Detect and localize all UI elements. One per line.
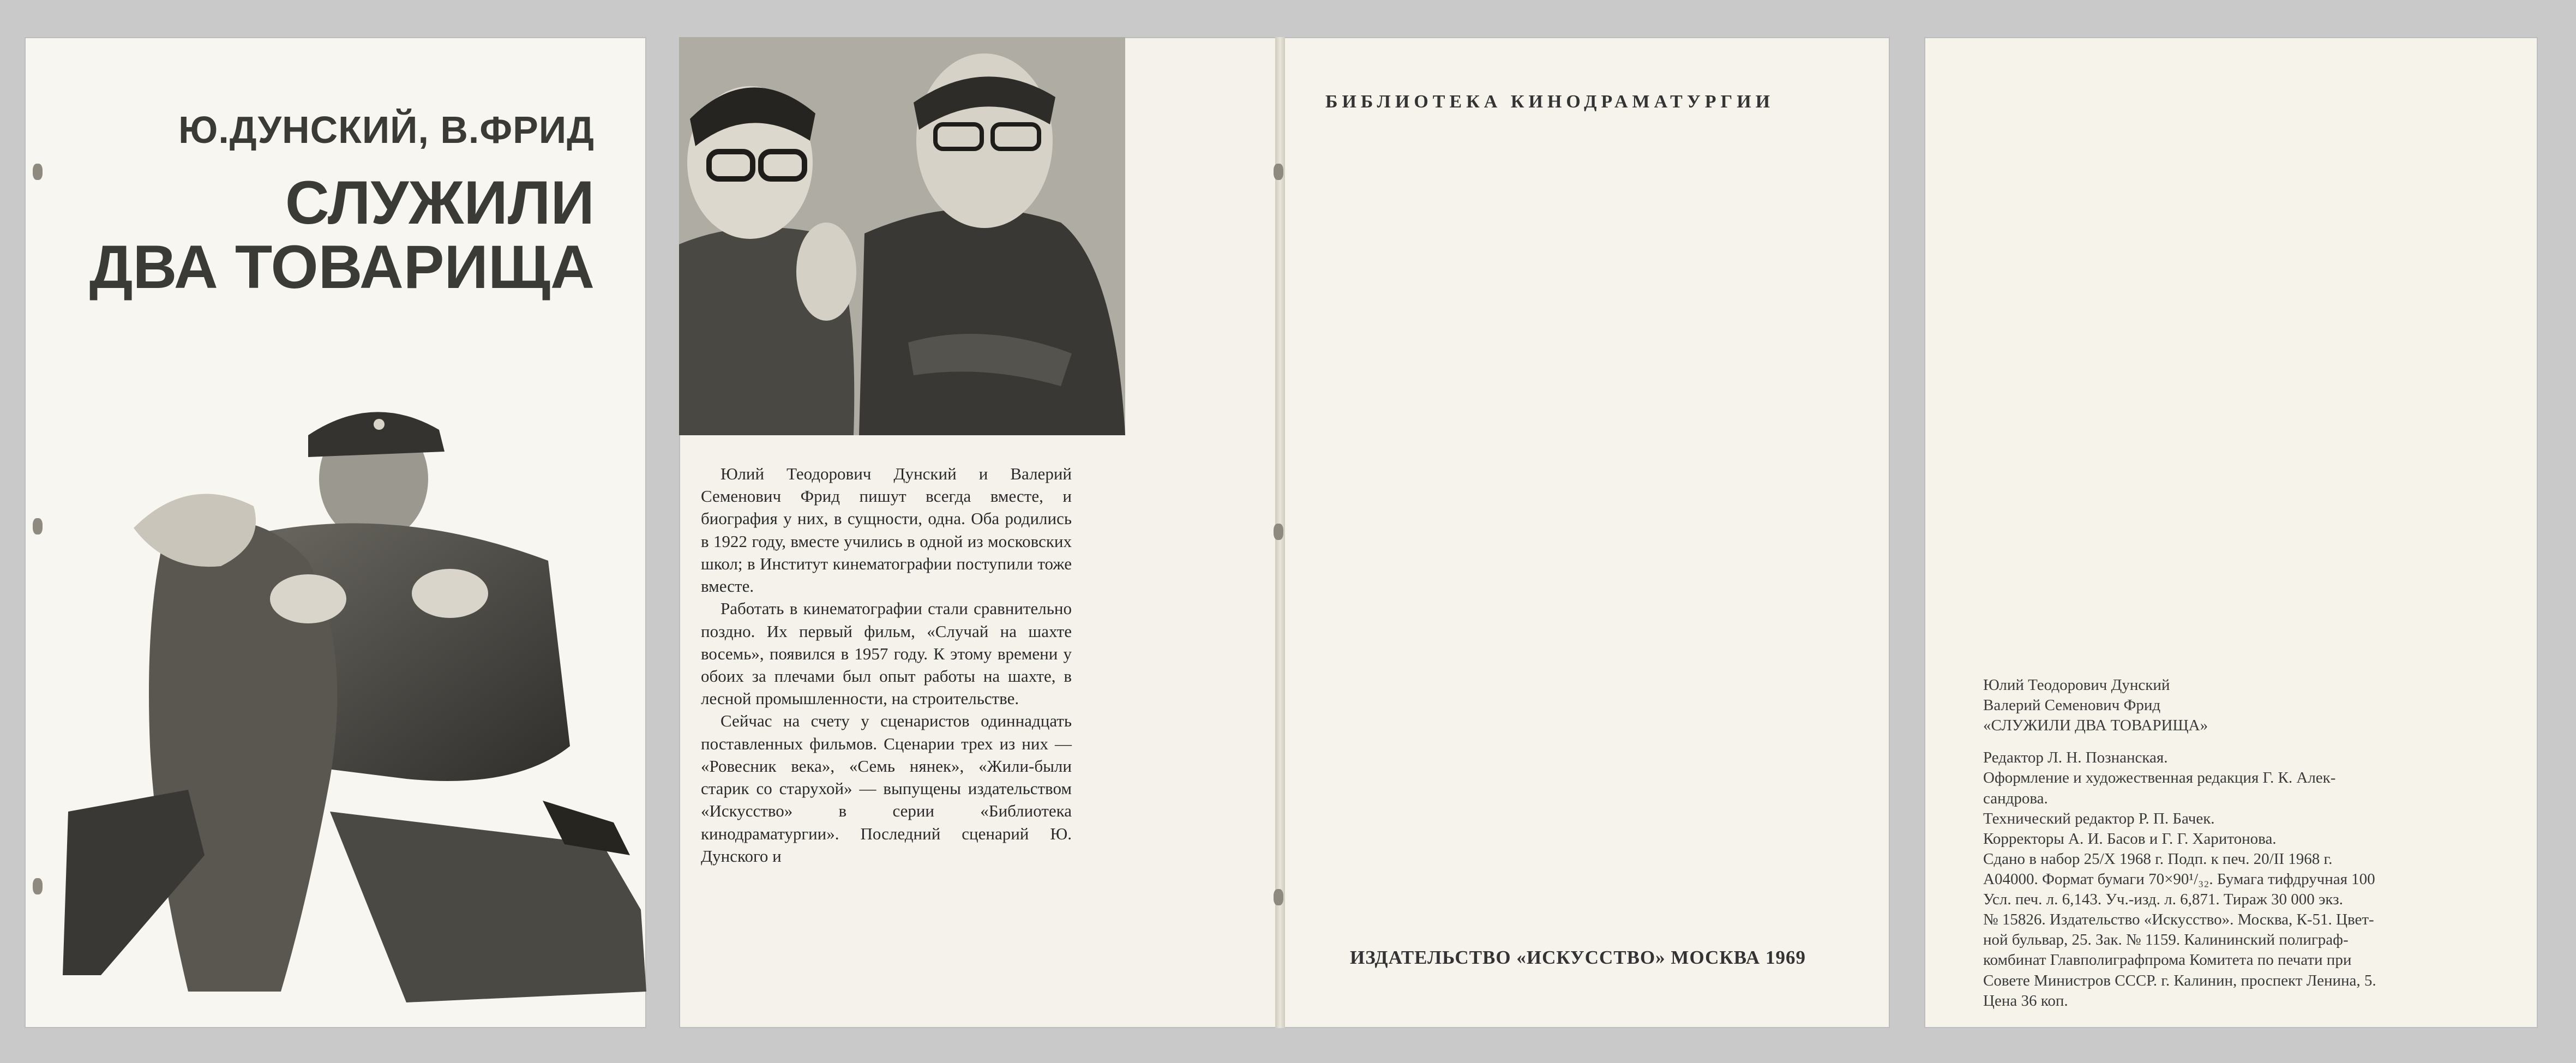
publisher-imprint: ИЗДАТЕЛЬСТВО «ИСКУССТВО» МОСКВА 1969 <box>1350 947 1806 968</box>
staple-icon <box>1274 889 1283 905</box>
series-title: БИБЛИОТЕКА КИНОДРАМАТУРГИИ <box>1325 92 1775 112</box>
colophon-line: Технический редактор Р. П. Бачек. <box>1983 809 2215 827</box>
authors-photo <box>679 37 1125 435</box>
colophon-line: Редактор Л. Н. Познанская. <box>1983 749 2168 767</box>
colophon-line: Корректоры А. И. Басов и Г. Г. Харитонова. <box>1983 830 2277 848</box>
staple-icon <box>33 518 43 534</box>
cover-title-line2: ДВА ТОВАРИЩА <box>89 232 595 301</box>
colophon-line: Цена 36 коп. <box>1983 992 2068 1010</box>
colophon-author-line: Валерий Семенович Фрид <box>1983 696 2161 714</box>
colophon-line: ной бульвар, 25. Зак. № 1159. Калининский полиграф- <box>1983 931 2349 949</box>
staple-icon <box>1274 164 1283 180</box>
colophon-line: сандрова. <box>1983 789 2048 807</box>
colophon-line: № 15826. Издательство «Искусство». Москва, К-51. Цвет- <box>1983 911 2374 929</box>
colophon-page <box>1924 37 2538 1028</box>
authors-bio-page <box>679 37 1279 1028</box>
cover-page <box>25 37 646 1028</box>
bio-paragraph: Юлий Теодорович Дунский и Валерий Семенович Фрид пишут всегда вместе, и биография у них, в сущности, одна. Оба родились в 1922 году, вместе учились в одной из московских школ; в Институт кинематографии поступили тоже вместе. <box>701 464 1072 596</box>
staple-icon <box>33 878 43 894</box>
title-page <box>1279 37 1890 1028</box>
colophon-author-line: Юлий Теодорович Дунский <box>1983 676 2170 694</box>
bio-paragraph: Работать в кинематографии стали сравнительно поздно. Их первый фильм, «Случай на шахте восемь», появился в 1957 году. К этому времени у обоих за плечами был опыт работы на шахте, в лесной промышленности, на строительстве. <box>701 599 1072 708</box>
staple-icon <box>33 164 43 180</box>
colophon-line: Усл. печ. л. 6,143. Уч.-изд. л. 6,871. Тираж 30 000 экз. <box>1983 891 2343 909</box>
cover-authors: Ю.ДУНСКИЙ, В.ФРИД <box>178 109 595 151</box>
colophon-line: Сдано в набор 25/X 1968 г. Подп. к печ. 20/II 1968 г. <box>1983 850 2333 868</box>
colophon-line: Оформление и художественная редакция Г. К. Алек- <box>1983 769 2336 787</box>
staple-icon <box>1274 524 1283 540</box>
bio-paragraph: Сейчас на счету у сценаристов одиннадцать поставленных фильмов. Сценарии трех из них — «Ровесник века», «Семь нянек», «Жили-были старик со старухой» — выпущены издательством «Искусство» в серии «Библиотека кинодраматургии». Последний сценарий Ю. Дунского и <box>701 711 1072 866</box>
colophon-line: комбинат Главполиграфпрома Комитета по печати при <box>1983 951 2352 969</box>
authors-bio-text <box>701 463 1072 867</box>
colophon-line: Совете Министров СССР. г. Калинин, проспект Ленина, 5. <box>1983 971 2376 989</box>
cover-photo-soldiers <box>25 364 646 1028</box>
colophon-title-line: «СЛУЖИЛИ ДВА ТОВАРИЩА» <box>1983 717 2208 735</box>
colophon-block <box>1983 675 2512 1011</box>
cover-title <box>89 171 595 299</box>
colophon-line: А04000. Формат бумаги 70×90¹/₃₂. Бумага тифдручная 100 <box>1983 870 2375 888</box>
cover-title-line1: СЛУЖИЛИ <box>285 169 595 237</box>
